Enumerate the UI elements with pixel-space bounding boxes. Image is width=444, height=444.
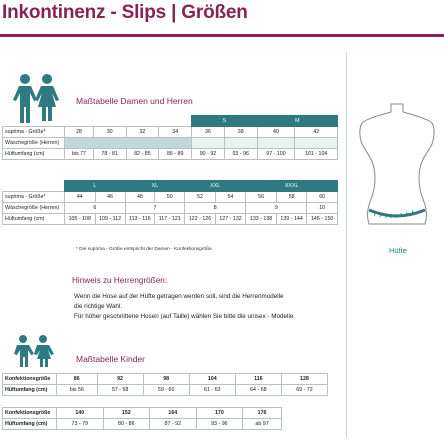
size-header-s: S xyxy=(192,116,258,127)
table-row: Konfektionsgröße 86 92 98 104 116 128 xyxy=(3,374,328,385)
table-row: Konfektionsgröße 140 152 164 170 176 xyxy=(3,408,282,419)
table-row: Hüftumfang (cm) 105 - 108 109 - 112 113 - 116 117 - 121 122 - 126 127 - 132 133 - 138 139 - 144 145 - 150 xyxy=(3,214,338,225)
column-divider xyxy=(346,52,347,437)
adult-size-table-2 xyxy=(2,180,338,225)
hint-line: Wenn die Hose auf der Hüfte getragen werden soll, sind die Herrenmodelle xyxy=(74,293,284,300)
table-row: Hüftumfang (cm) bis 77 78 - 81 82 - 85 86 - 89 90 - 92 93 - 96 97 - 100 101 - 104 xyxy=(3,149,338,160)
kids-section-title: Maßtabelle Kinder xyxy=(76,354,145,364)
table-row: Hüftumfang (cm) bis 56 57 - 58 59 - 60 61 - 63 64 - 68 69 - 72 xyxy=(3,385,328,396)
table-header-row xyxy=(3,116,338,127)
hip-label: Hüfte xyxy=(389,246,407,255)
kids-size-table-1 xyxy=(2,373,328,396)
size-header-xxxl: XXXL xyxy=(246,181,338,192)
footnote: * Die suprima - Größe entspricht der Damen - Konfektionsgröße. xyxy=(76,247,214,252)
hint-line: die richtige Wahl. xyxy=(74,303,123,310)
table-header-row xyxy=(3,181,338,192)
mannequin-torso-icon xyxy=(356,100,438,240)
size-header-m: M xyxy=(257,116,337,127)
title-underline xyxy=(0,34,444,37)
hint-title: Hinweis zu Herrengrößen: xyxy=(72,276,168,285)
page-title: Inkontinenz - Slips | Größen xyxy=(2,2,248,23)
kids-size-table-2 xyxy=(2,407,282,430)
table-row: Wäschegröße (Herren) xyxy=(3,138,338,149)
table-row: Wäschegröße (Herren) 6 7 8 9 10 xyxy=(3,203,338,214)
size-header-l: L xyxy=(65,181,126,192)
table-row: suprima - Größe* 28 30 32 34 36 38 40 42 xyxy=(3,127,338,138)
hint-line: Für höher geschnittene Hosen (auf Taille) wählen Sie bitte die unisex - Modelle. xyxy=(74,313,296,320)
adult-section-title: Maßtabelle Damen und Herren xyxy=(76,96,193,106)
adult-size-table-1 xyxy=(2,115,338,160)
table-row: Hüftumfang (cm) 73 - 79 80 - 86 87 - 92 93 - 96 ab 97 xyxy=(3,419,282,430)
children-icon xyxy=(12,334,54,368)
size-header-xl: XL xyxy=(125,181,185,192)
table-row: suprima - Größe* 44 46 48 50 52 54 56 58 60 xyxy=(3,192,338,203)
size-header-xxl: XXL xyxy=(185,181,246,192)
